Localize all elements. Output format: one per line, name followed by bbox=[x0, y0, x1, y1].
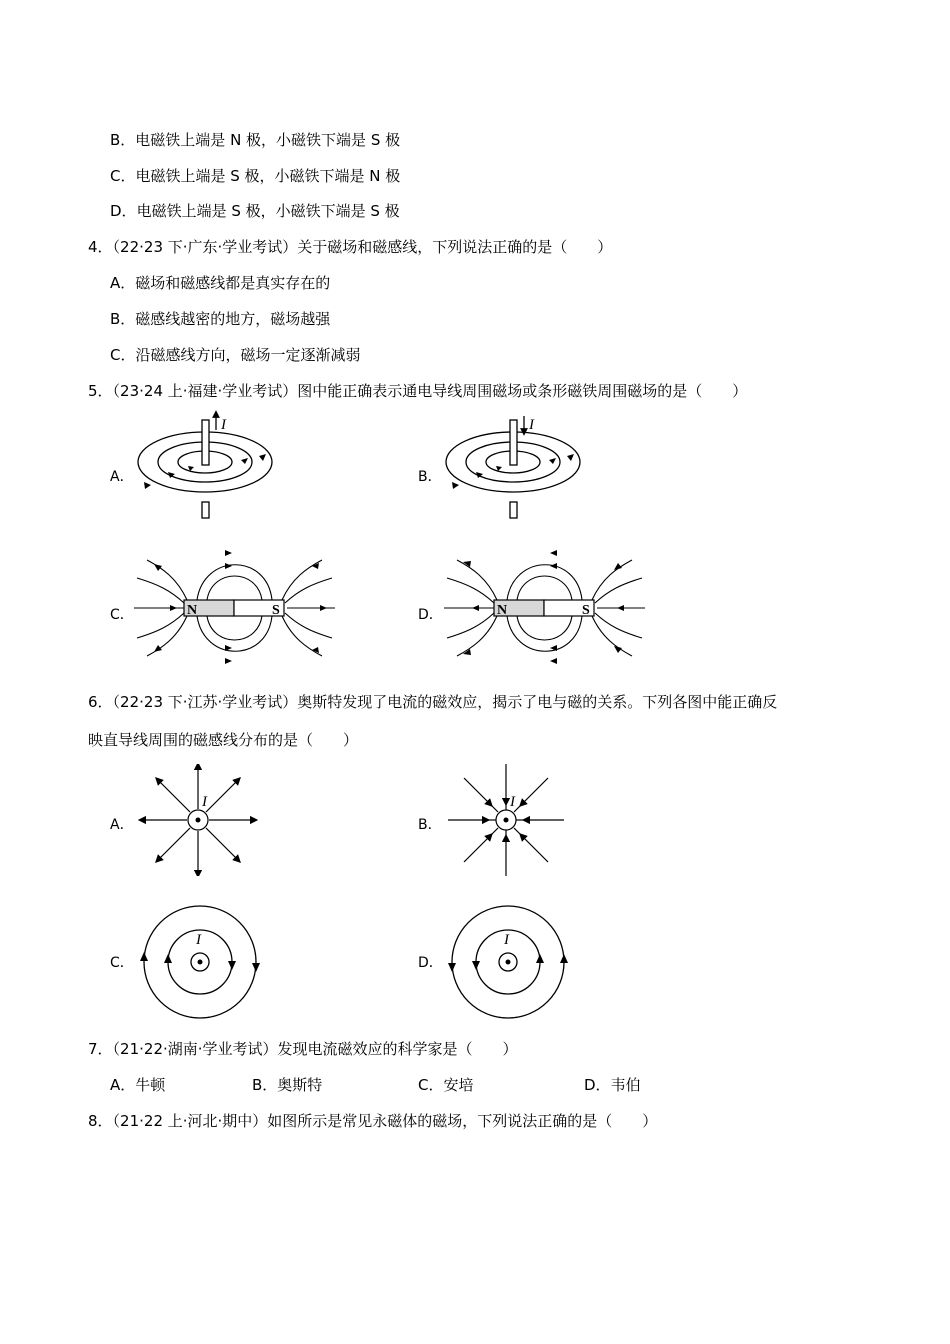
option-text: 牛顿 bbox=[135, 1076, 166, 1094]
option-letter: B． bbox=[252, 1076, 278, 1094]
option-letter: C． bbox=[418, 1076, 444, 1094]
option-letter: C． bbox=[110, 346, 136, 364]
q6-label-a[interactable]: A． bbox=[110, 817, 134, 833]
option-letter: B． bbox=[110, 131, 136, 149]
current-out-dot bbox=[504, 818, 509, 823]
arrow-inner-left bbox=[472, 961, 480, 970]
option-text: 电磁铁上端是 N 极，小磁铁下端是 S 极 bbox=[135, 131, 401, 149]
q5-figure-d bbox=[442, 548, 647, 668]
option-text: 电磁铁上端是 S 极，小磁铁下端是 N 极 bbox=[135, 167, 401, 185]
option-letter: A． bbox=[110, 1076, 136, 1094]
q5-figure-b bbox=[438, 410, 588, 522]
north-pole-label: N bbox=[187, 603, 198, 618]
q8-stem: 8．（21·22 上·河北·期中）如图所示是常见永磁体的磁场，下列说法正确的是（ ） bbox=[88, 1112, 658, 1130]
option-letter: A． bbox=[110, 274, 136, 292]
option-letter: D． bbox=[584, 1076, 611, 1094]
option-letter: C． bbox=[110, 167, 136, 185]
option-text: 韦伯 bbox=[610, 1076, 641, 1094]
option-text: 电磁铁上端是 S 极，小磁铁下端是 S 极 bbox=[136, 202, 400, 220]
arrow-outer-right bbox=[252, 963, 260, 972]
current-symbol: I bbox=[504, 932, 509, 948]
current-symbol: I bbox=[529, 417, 534, 433]
option-letter: D． bbox=[110, 202, 137, 220]
q6-stem-line2: 映直导线周围的磁感线分布的是（ ） bbox=[88, 731, 359, 749]
arrow-outer-left bbox=[448, 963, 456, 972]
wire-bottom bbox=[202, 502, 209, 518]
q6-label-d[interactable]: D． bbox=[418, 955, 443, 971]
q5-label-c[interactable]: C． bbox=[110, 607, 134, 623]
south-pole-label: S bbox=[272, 603, 280, 618]
current-symbol: I bbox=[510, 794, 515, 810]
q7-option-d[interactable] bbox=[584, 1075, 641, 1095]
q4-stem: 4．（22·23 下·广东·学业考试）关于磁场和磁感线，下列说法正确的是（ ） bbox=[88, 238, 613, 256]
q6-figure-c bbox=[138, 904, 264, 1022]
current-out-dot bbox=[196, 818, 201, 823]
q7-option-b[interactable] bbox=[252, 1075, 322, 1095]
q4-option-a[interactable] bbox=[110, 273, 330, 293]
q6-label-c[interactable]: C． bbox=[110, 955, 134, 971]
option-text: 奥斯特 bbox=[277, 1076, 323, 1094]
q5-label-a[interactable]: A． bbox=[110, 469, 134, 485]
wire-top bbox=[510, 420, 517, 465]
q3-option-b[interactable] bbox=[110, 130, 400, 150]
q5-label-d[interactable]: D． bbox=[418, 607, 443, 623]
q7-option-a[interactable] bbox=[110, 1075, 165, 1095]
arrow-outer-left bbox=[140, 952, 148, 961]
q6-figure-d bbox=[446, 904, 572, 1022]
q6-figure-a bbox=[138, 764, 258, 876]
wire-bottom bbox=[510, 502, 517, 518]
q6-stem-line1: 6．（22·23 下·江苏·学业考试）奥斯特发现了电流的磁效应，揭示了电与磁的关系。下列各图中能正确反 bbox=[88, 693, 778, 711]
arrow-inner-right bbox=[536, 954, 544, 963]
arrow-inner-left bbox=[164, 954, 172, 963]
q3-option-d[interactable] bbox=[110, 201, 400, 221]
q4-option-c[interactable] bbox=[110, 345, 361, 365]
current-symbol: I bbox=[221, 417, 226, 433]
q6-figure-b bbox=[446, 764, 566, 876]
q5-label-b[interactable]: B． bbox=[418, 469, 442, 485]
current-symbol: I bbox=[202, 794, 207, 810]
q7-stem: 7．（21·22·湖南·学业考试）发现电流磁效应的科学家是（ ） bbox=[88, 1040, 518, 1058]
current-out-dot bbox=[198, 960, 203, 965]
q7-option-c[interactable] bbox=[418, 1075, 474, 1095]
q5-figure-c bbox=[132, 548, 337, 668]
q5-stem: 5．（23·24 上·福建·学业考试）图中能正确表示通电导线周围磁场或条形磁铁周围磁场的是（ ） bbox=[88, 382, 748, 400]
south-pole-label: S bbox=[582, 603, 590, 618]
current-out-dot bbox=[506, 960, 511, 965]
q3-option-c[interactable] bbox=[110, 166, 400, 186]
arrow-outer-right bbox=[560, 954, 568, 963]
wire-top bbox=[202, 420, 209, 465]
option-text: 安培 bbox=[443, 1076, 474, 1094]
arrow-inner-right bbox=[228, 961, 236, 970]
option-letter: B． bbox=[110, 310, 136, 328]
north-pole-label: N bbox=[497, 603, 508, 618]
q6-label-b[interactable]: B． bbox=[418, 817, 442, 833]
q4-option-b[interactable] bbox=[110, 309, 330, 329]
current-symbol: I bbox=[196, 932, 201, 948]
option-text: 磁场和磁感线都是真实存在的 bbox=[135, 274, 331, 292]
q5-figure-a bbox=[130, 410, 280, 522]
option-text: 沿磁感线方向，磁场一定逐渐减弱 bbox=[135, 346, 361, 364]
option-text: 磁感线越密的地方，磁场越强 bbox=[135, 310, 331, 328]
